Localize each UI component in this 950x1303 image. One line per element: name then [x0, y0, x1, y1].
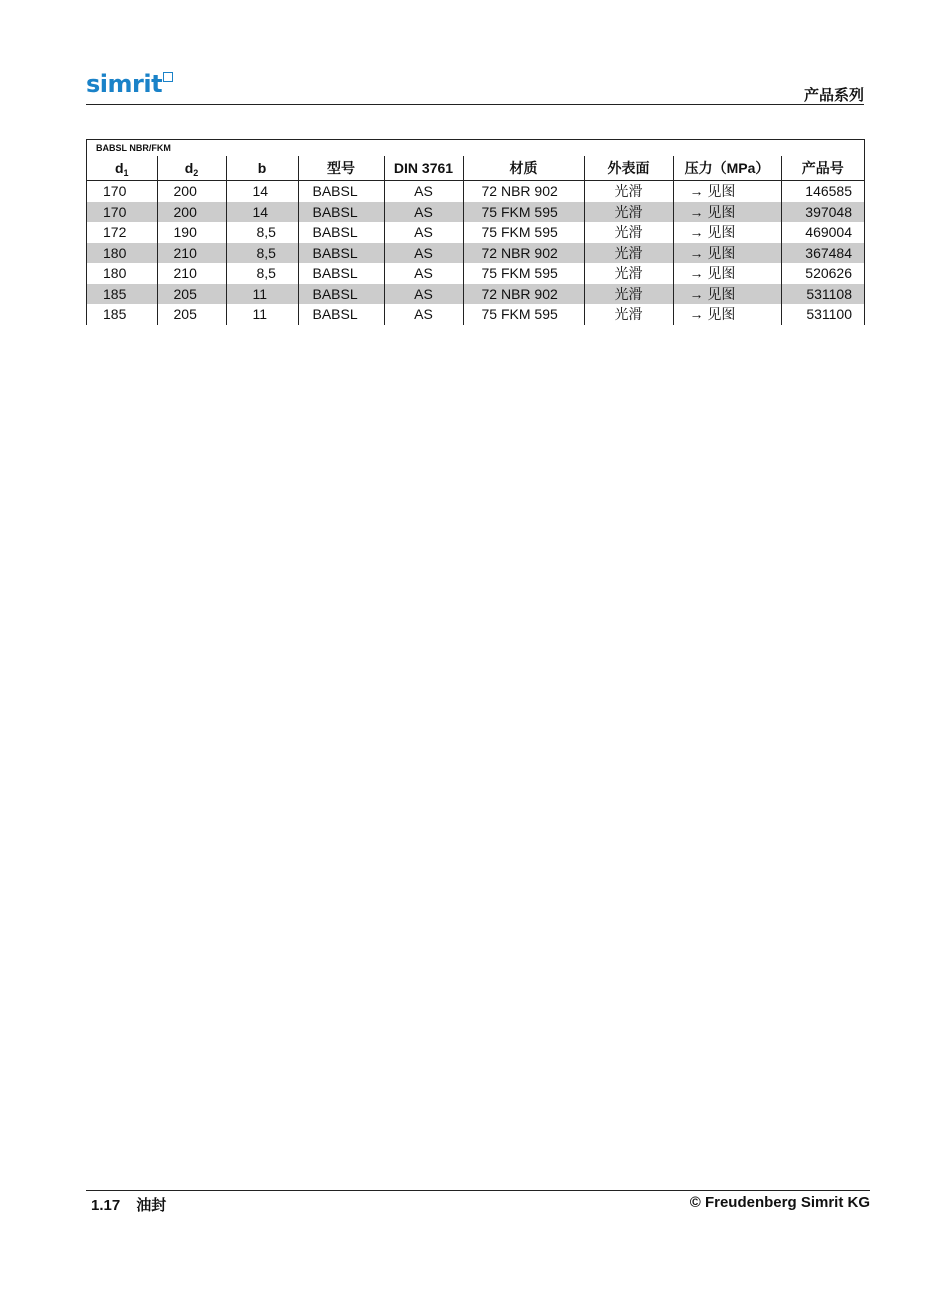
cell-material: 75 FKM 595	[463, 304, 584, 325]
copyright-notice: © Freudenberg Simrit KG	[689, 1194, 870, 1211]
col-header-part-no: 产品号	[781, 156, 864, 181]
cell-pressure: → 见图	[673, 263, 781, 284]
cell-part-no: 469004	[781, 222, 864, 243]
cell-b: 8,5	[226, 222, 298, 243]
cell-surface: 光滑	[584, 304, 673, 325]
cell-din: AS	[384, 284, 463, 305]
col-header-d2: $d_2$	[157, 156, 226, 181]
col-header-type: 型号	[298, 156, 384, 181]
cell-b: 14	[226, 202, 298, 223]
col-header-surface: 外表面	[584, 156, 673, 181]
cell-b: 11	[226, 304, 298, 325]
col-header-din: DIN 3761	[384, 156, 463, 181]
cell-type: BABSL	[298, 181, 384, 202]
cell-d2: 210	[157, 243, 226, 264]
footer-divider	[86, 1190, 870, 1191]
table-caption: BABSL NBR/FKM	[96, 143, 171, 153]
cell-type: BABSL	[298, 304, 384, 325]
table-header-row	[87, 156, 864, 181]
cell-material: 75 FKM 595	[463, 202, 584, 223]
cell-surface: 光滑	[584, 263, 673, 284]
cell-surface: 光滑	[584, 243, 673, 264]
cell-part-no: 367484	[781, 243, 864, 264]
cell-part-no: 146585	[781, 181, 864, 202]
page-section-title: 产品系列	[803, 86, 864, 104]
cell-d2: 200	[157, 202, 226, 223]
cell-type: BABSL	[298, 243, 384, 264]
table-row	[87, 263, 864, 284]
cell-surface: 光滑	[584, 222, 673, 243]
table-row	[87, 181, 864, 202]
cell-din: AS	[384, 222, 463, 243]
simrit-logo	[86, 70, 173, 98]
cell-d2: 200	[157, 181, 226, 202]
col-header-d1: $d_1$	[87, 156, 157, 181]
cell-d1: 170	[87, 202, 157, 223]
cell-pressure: → 见图	[673, 202, 781, 223]
table-row	[87, 284, 864, 305]
cell-material: 72 NBR 902	[463, 284, 584, 305]
cell-material: 72 NBR 902	[463, 181, 584, 202]
cell-d1: 185	[87, 284, 157, 305]
cell-part-no: 531108	[781, 284, 864, 305]
brand-wordmark: simrit	[86, 70, 163, 98]
cell-material: 72 NBR 902	[463, 243, 584, 264]
cell-type: BABSL	[298, 284, 384, 305]
cell-din: AS	[384, 263, 463, 284]
cell-pressure: → 见图	[673, 243, 781, 264]
cell-pressure: → 见图	[673, 284, 781, 305]
cell-pressure: → 见图	[673, 304, 781, 325]
cell-d1: 170	[103, 183, 127, 200]
product-table	[87, 156, 864, 325]
table-row	[87, 304, 864, 325]
cell-b: 14	[226, 181, 298, 202]
cell-d2: 210	[157, 263, 226, 284]
product-table-container	[86, 139, 865, 325]
cell-din: AS	[384, 304, 463, 325]
cell-b: 11	[226, 284, 298, 305]
cell-d2: 205	[157, 284, 226, 305]
cell-pressure: → 见图	[673, 181, 781, 202]
cell-surface: 光滑	[584, 202, 673, 223]
cell-din: AS	[384, 202, 463, 223]
col-header-material: 材质	[463, 156, 584, 181]
logo-square-icon	[163, 72, 173, 82]
cell-part-no: 531100	[781, 304, 864, 325]
cell-b: 8,5	[226, 263, 298, 284]
cell-type: BABSL	[298, 222, 384, 243]
cell-d2: 190	[157, 222, 226, 243]
footer-section: 油封	[136, 1197, 167, 1214]
col-header-b: b	[226, 156, 298, 181]
col-header-pressure: 压力（MPa）	[673, 156, 781, 181]
table-row	[87, 222, 864, 243]
cell-d2: 205	[157, 304, 226, 325]
table-row	[87, 243, 864, 264]
cell-din: AS	[384, 181, 463, 202]
page-number: 1.17	[91, 1197, 121, 1214]
cell-d1: 180	[103, 265, 127, 282]
cell-b: 8,5	[226, 243, 298, 264]
cell-surface: 光滑	[584, 181, 673, 202]
cell-surface: 光滑	[584, 284, 673, 305]
table-row	[87, 202, 864, 223]
header-divider	[86, 104, 864, 105]
cell-material: 75 FKM 595	[463, 222, 584, 243]
cell-d1: 185	[103, 306, 127, 323]
cell-material: 75 FKM 595	[463, 263, 584, 284]
cell-type: BABSL	[298, 202, 384, 223]
cell-part-no: 397048	[781, 202, 864, 223]
cell-part-no: 520626	[781, 263, 864, 284]
footer-page-info	[91, 1194, 166, 1215]
cell-d1: 180	[87, 243, 157, 264]
cell-d1: 172	[103, 224, 127, 241]
cell-pressure: → 见图	[673, 222, 781, 243]
cell-type: BABSL	[298, 263, 384, 284]
cell-din: AS	[384, 243, 463, 264]
